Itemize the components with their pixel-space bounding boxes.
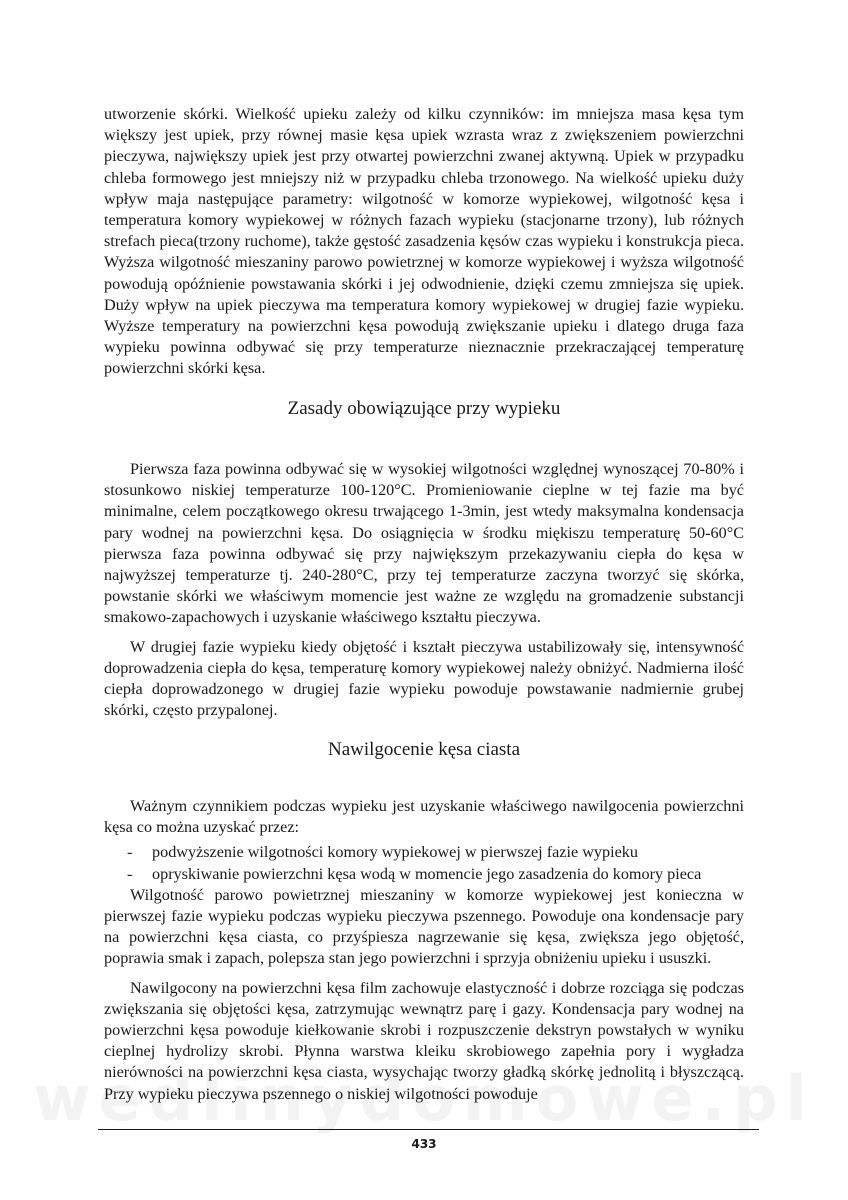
paragraph-humidity: Wilgotność parowo powietrznej mieszaniny w komorze wypiekowej jest konieczna w pierwszej fazie wypieku podczas wypieku pieczywa pszennego. Powoduje ona kondensacje pary na powierzchni kęsa ciasta, co przyśpiesza nagrzewanie się kęsa, zwiększa jego objętość, poprawia smak i zapach, polepsza stan jego powierzchni i sprzyja obniżeniu upieku i ususzki. [104, 885, 744, 968]
list-item [104, 864, 744, 885]
footer-divider [98, 1129, 759, 1130]
list-item-text: opryskiwanie powierzchni kęsa wodą w momencie jego zasadzenia do komory pieca [152, 864, 702, 883]
list-item [104, 842, 744, 863]
section-heading-moistening: Nawilgocenie kęsa ciasta [327, 739, 521, 760]
paragraph-moistening-intro: Ważnym czynnikiem podczas wypieku jest uzyskanie właściwego nawilgocenia powierzchni kęsa co można uzyskać przez: [104, 797, 744, 837]
list-dash: - [127, 864, 133, 883]
list-dash: - [127, 843, 133, 862]
paragraph-intro [104, 104, 744, 380]
section-baking-rules [104, 459, 744, 721]
paragraph-upiek: utworzenie skórki. Wielkość upieku zależy od kilku czynników: im mniejsza masa kęsa tym większy jest upiek, przy równej masie kęsa upiek wzrasta wraz z zwiększeniem powierzchni pieczywa, największy upiek jest przy otwartej powierzchni zwanej aktywną. Upiek w przypadku chleba formowego jest mniejszy niż w przypadku chleba trzonowego. Na wielkość upieku duży wpływ maja następujące parametry: wilgotność w komorze wypiekowej, wilgotność kęsa i temperatura komory wypiekowej w różnych fazach wypieku (stacjonarne trzony), lub różnych strefach pieca(trzony ruchome), także gęstość zasadzenia kęsów czas wypieku i konstrukcja pieca. Wyższa wilgotność mieszaniny parowo powietrznej w komorze wypiekowej i wyższa wilgotność powodują opóźnienie powstawania skórki i jej odwodnienie, dzięki czemu zmniejsza się upiek. Duży wpływ na upiek pieczywa ma temperatura komory wypiekowej w drugiej fazie wypieku. Wyższe temperatury na powierzchni kęsa powodują zwiększanie upieku i dlatego druga faza wypieku powinna odbywać się przy temperaturze nieznacznie przekraczającej temperaturę powierzchni skórki kęsa. [104, 105, 744, 378]
moistening-methods-list [104, 842, 744, 884]
section-moistening [104, 796, 744, 1105]
page-number: 433 [411, 1137, 437, 1151]
paragraph-film: Nawilgocony na powierzchni kęsa film zachowuje elastyczność i dobrze rozciąga się podczas zwiększania się objętości kęsa, zatrzymując wewnątrz parę i gazy. Kondensacja pary wodnej na powierzchni kęsa powoduje kiełkowanie skrobi i rozpuszczenie dekstryn powstałych w wyniku cieplnej hydrolizy skrobi. Płynna warstwa kleiku skrobiowego zapełnia pory i wygładza nierówności na powierzchni kęsa ciasta, wysychając tworzy gładką skórkę jednolitą i błyszczącą. Przy wypieku pieczywa pszennego o niskiej wilgotności powoduje [104, 978, 744, 1103]
paragraph-second-phase: W drugiej fazie wypieku kiedy objętość i kształt pieczywa ustabilizowały się, intensywność doprowadzenia ciepła do kęsa, temperaturę komory wypiekowej należy obniżyć. Nadmierna ilość ciepła doprowadzonego w drugiej fazie wypieku powoduje powstawanie nadmiernie grubej skórki, często przypalonej. [104, 637, 744, 720]
paragraph-first-phase: Pierwsza faza powinna odbywać się w wysokiej wilgotności względnej wynoszącej 70-80% i stosunkowo niskiej temperaturze 100-120°C. Promieniowanie cieplne w tej fazie ma być minimalne, celem początkowego okresu trwającego 1-3min, jest wtedy maksymalna kondensacja pary wodnej na powierzchni kęsa. Do osiągnięcia w środku miękiszu temperaturę 50-60°C pierwsza faza powinna odbywać się przy największym przekazywaniu ciepła do kęsa w najwyższej temperaturze tj. 240-280°C, przy tej temperaturze zaczyna tworzyć się skórka, powstanie skórki we właściwym momencie jest ważne ze względu na gromadzenie substancji smakowo-zapachowych i uzyskanie właściwego kształtu pieczywa. [104, 460, 744, 627]
watermark [0, 1088, 848, 1109]
list-item-text: podwyższenie wilgotności komory wypiekowej w pierwszej fazie wypieku [152, 843, 638, 862]
section-heading-baking-rules: Zasady obowiązujące przy wypieku [287, 398, 561, 419]
